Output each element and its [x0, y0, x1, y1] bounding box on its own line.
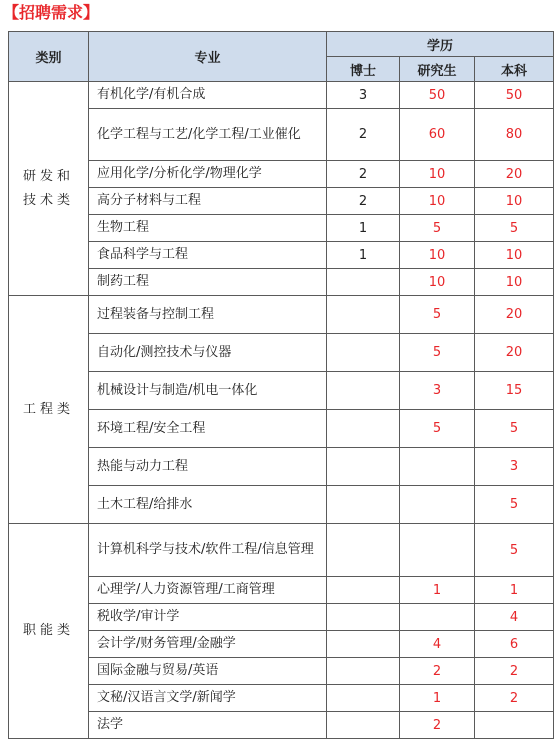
- major-cell: 应用化学/分析化学/物理化学: [89, 161, 327, 188]
- major-cell: 高分子材料与工程: [89, 188, 327, 215]
- bachelor-cell: 10: [475, 269, 554, 296]
- master-cell: [400, 448, 475, 486]
- major-cell: 会计学/财务管理/金融学: [89, 631, 327, 658]
- phd-cell: [327, 524, 400, 577]
- table-header: [9, 32, 554, 82]
- major-cell: 机械设计与制造/机电一体化: [89, 372, 327, 410]
- bachelor-cell: 10: [475, 188, 554, 215]
- phd-cell: [327, 712, 400, 739]
- bachelor-cell: 2: [475, 658, 554, 685]
- table-row: [9, 577, 554, 604]
- table-row: [9, 82, 554, 109]
- bachelor-cell: 80: [475, 109, 554, 161]
- major-cell: 环境工程/安全工程: [89, 410, 327, 448]
- table-row: [9, 334, 554, 372]
- table-row: [9, 188, 554, 215]
- category-cell-functional: [9, 524, 89, 739]
- phd-cell: [327, 604, 400, 631]
- phd-cell: [327, 658, 400, 685]
- major-cell: 土木工程/给排水: [89, 486, 327, 524]
- bachelor-cell: 20: [475, 161, 554, 188]
- category-cell-rd: [9, 82, 89, 296]
- master-cell: 5: [400, 296, 475, 334]
- bachelor-cell: 5: [475, 215, 554, 242]
- category-label-line1: 研发和: [22, 168, 74, 184]
- table-row: [9, 658, 554, 685]
- phd-cell: [327, 269, 400, 296]
- master-cell: [400, 486, 475, 524]
- table-row: [9, 296, 554, 334]
- major-cell: 自动化/测控技术与仪器: [89, 334, 327, 372]
- table-row: [9, 242, 554, 269]
- phd-cell: [327, 410, 400, 448]
- master-cell: 10: [400, 161, 475, 188]
- master-cell: 50: [400, 82, 475, 109]
- phd-cell: [327, 685, 400, 712]
- phd-cell: 1: [327, 242, 400, 269]
- table-row: [9, 161, 554, 188]
- table-row: [9, 215, 554, 242]
- bachelor-cell: 2: [475, 685, 554, 712]
- major-cell: 生物工程: [89, 215, 327, 242]
- phd-cell: 1: [327, 215, 400, 242]
- bachelor-cell: 50: [475, 82, 554, 109]
- phd-cell: [327, 372, 400, 410]
- bachelor-cell: 6: [475, 631, 554, 658]
- bachelor-cell: 3: [475, 448, 554, 486]
- major-cell: 心理学/人力资源管理/工商管理: [89, 577, 327, 604]
- bachelor-cell: 4: [475, 604, 554, 631]
- phd-cell: [327, 577, 400, 604]
- header-phd: 博士: [327, 57, 400, 82]
- major-cell: 热能与动力工程: [89, 448, 327, 486]
- master-cell: 5: [400, 215, 475, 242]
- category-label: 工程类: [22, 401, 74, 417]
- master-cell: 5: [400, 410, 475, 448]
- table-row: [9, 631, 554, 658]
- category-label-line2: 技术类: [22, 192, 74, 208]
- phd-cell: [327, 631, 400, 658]
- master-cell: 1: [400, 685, 475, 712]
- master-cell: 4: [400, 631, 475, 658]
- master-cell: 10: [400, 188, 475, 215]
- bachelor-cell: 5: [475, 410, 554, 448]
- table-row: [9, 486, 554, 524]
- major-cell: 制药工程: [89, 269, 327, 296]
- table-row: [9, 685, 554, 712]
- bachelor-cell: [475, 712, 554, 739]
- header-major: 专业: [89, 32, 327, 82]
- major-cell: 文秘/汉语言文学/新闻学: [89, 685, 327, 712]
- phd-cell: 2: [327, 188, 400, 215]
- header-bachelor: 本科: [475, 57, 554, 82]
- master-cell: 10: [400, 269, 475, 296]
- table-row: [9, 604, 554, 631]
- table-row: [9, 109, 554, 161]
- major-cell: 有机化学/有机合成: [89, 82, 327, 109]
- major-cell: 税收学/审计学: [89, 604, 327, 631]
- category-label: 职能类: [22, 623, 74, 638]
- phd-cell: [327, 296, 400, 334]
- phd-cell: 3: [327, 82, 400, 109]
- master-cell: 10: [400, 242, 475, 269]
- major-cell: 化学工程与工艺/化学工程/工业催化: [89, 109, 327, 161]
- table-row: [9, 524, 554, 577]
- phd-cell: [327, 334, 400, 372]
- master-cell: 2: [400, 712, 475, 739]
- master-cell: 2: [400, 658, 475, 685]
- bachelor-cell: 20: [475, 296, 554, 334]
- table-row: [9, 448, 554, 486]
- bachelor-cell: 1: [475, 577, 554, 604]
- phd-cell: 2: [327, 109, 400, 161]
- header-master: 研究生: [400, 57, 475, 82]
- bachelor-cell: 5: [475, 524, 554, 577]
- major-cell: 国际金融与贸易/英语: [89, 658, 327, 685]
- master-cell: 3: [400, 372, 475, 410]
- major-cell: 食品科学与工程: [89, 242, 327, 269]
- bachelor-cell: 20: [475, 334, 554, 372]
- master-cell: 60: [400, 109, 475, 161]
- master-cell: [400, 604, 475, 631]
- master-cell: [400, 524, 475, 577]
- bachelor-cell: 10: [475, 242, 554, 269]
- major-cell: 法学: [89, 712, 327, 739]
- recruitment-table: [8, 31, 554, 739]
- header-category: 类别: [9, 32, 89, 82]
- table-row: [9, 372, 554, 410]
- major-cell: 计算机科学与技术/软件工程/信息管理: [89, 524, 327, 577]
- header-education: 学历: [327, 32, 554, 57]
- phd-cell: [327, 486, 400, 524]
- page-title: 【招聘需求】: [3, 3, 100, 22]
- bachelor-cell: 5: [475, 486, 554, 524]
- major-cell: 过程装备与控制工程: [89, 296, 327, 334]
- table-row: [9, 269, 554, 296]
- master-cell: 5: [400, 334, 475, 372]
- phd-cell: [327, 448, 400, 486]
- table-row: [9, 712, 554, 739]
- master-cell: 1: [400, 577, 475, 604]
- phd-cell: 2: [327, 161, 400, 188]
- category-cell-engineering: [9, 296, 89, 524]
- table-row: [9, 410, 554, 448]
- bachelor-cell: 15: [475, 372, 554, 410]
